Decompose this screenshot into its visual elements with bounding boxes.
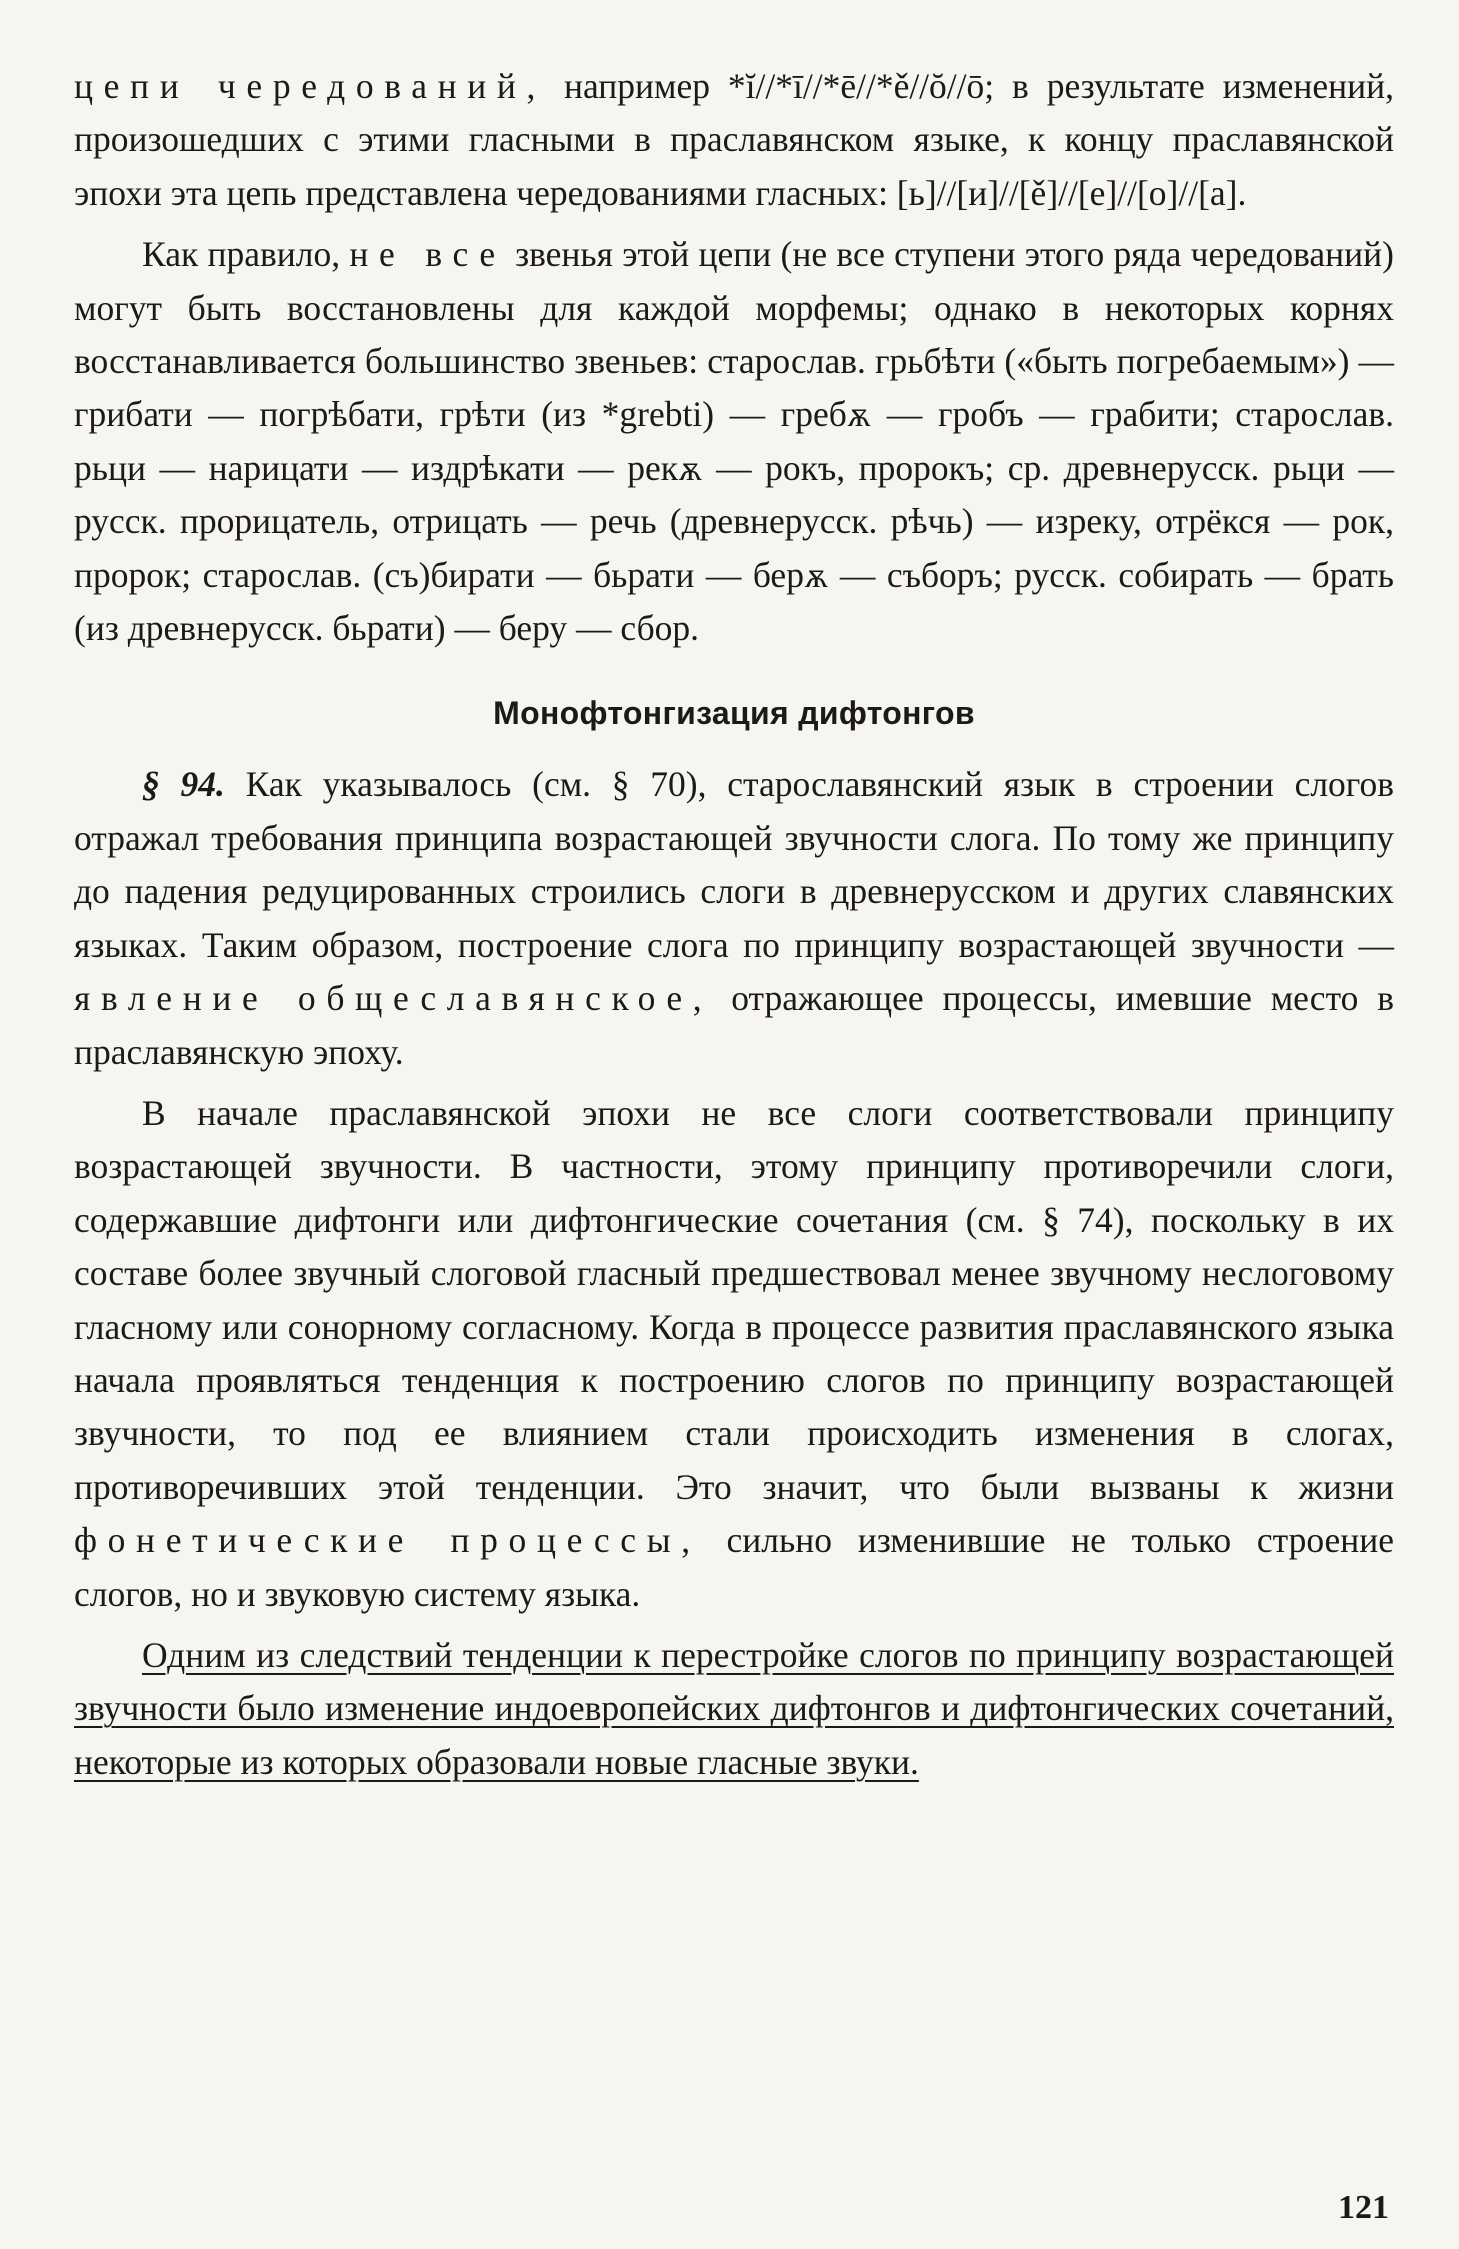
paragraph-text: сильно изменившие не только строение слогов, но и звуковую систему языка.	[74, 1520, 1395, 1614]
book-page	[74, 60, 1394, 2210]
page-number: 121	[1338, 2189, 1389, 2226]
paragraph-section-94	[74, 758, 1394, 1078]
paragraph-alternation-chain	[74, 60, 1394, 220]
paragraph-syllable-principle	[74, 1087, 1394, 1621]
paragraph-text: Как правило,	[142, 234, 350, 275]
section-number: § 94.	[142, 764, 225, 805]
paragraph-text: например *ĭ//*ī//*ē//*ě//ŏ//ō; в результате изменений, произошедших с этими гласными в праславянском языке, к концу праславянской эпохи эта цепь представлена чередованиями гласных: [ь]//[и]//[ě]//[е]//[о]//[а].	[74, 66, 1394, 213]
spaced-emphasis: явление общеславянское,	[74, 978, 713, 1019]
section-heading: Монофтонгизация дифтонгов	[493, 695, 975, 732]
spaced-emphasis: цепи чередований,	[74, 66, 547, 106]
spaced-emphasis: фонетические процессы,	[74, 1520, 701, 1561]
spaced-emphasis: не все	[349, 234, 506, 275]
paragraph-underlined-conclusion: Одним из следствий тенденции к перестройке слогов по принципу возрастающей звучности было изменение индоевропейских дифтонгов и дифтонгических сочетаний, некоторые из которых образовали новые гласные звуки.	[74, 1634, 1394, 1782]
paragraph-text: отражающее процессы, имевшие место в праславянскую эпоху.	[74, 978, 1395, 1072]
paragraph-text: звенья этой цепи (не все ступени этого ряда чередований) могут быть восстановлены для каждой морфемы; однако в некоторых корнях восстанавливается большинство звеньев: старослав. грьбѣти («быть погребаемым») — грибати — погрѣбати, грѣти (из *grebti) — гребѫ — гробъ — грабити; старослав. рьци — нарицати — издрѣкати — рекѫ — рокъ, пророкъ; ср. древнерусск. рьци — русск. прорицатель, отрицать — речь (древнерусск. рѣчь) — изреку, отрёкся — рок, пророк; старослав. (съ)бирати — бьрати — берѫ — съборъ; русск. собирать — брать (из древнерусск. бьрати) — беру — сбор.	[74, 234, 1394, 649]
paragraph-text: В начале праславянской эпохи не все слоги соответствовали принципу возрастающей звучности. В частности, этому принципу противоречили слоги, содержавшие дифтонги или дифтонгические сочетания (см. § 74), поскольку в их составе более звучный слоговой гласный предшествовал менее звучному неслоговому гласному или сонорному согласному. Когда в процессе развития праславянского языка начала проявляться тенденция к построению слогов по принципу возрастающей звучности, то под ее влиянием стали происходить изменения в слогах, противоречивших этой тенденции. Это значит, что были вызваны к жизни	[74, 1092, 1394, 1507]
paragraph-reconstruction-examples	[74, 228, 1394, 655]
paragraph-text: Как указывалось (см. § 70), старославянский язык в строении слогов отражал требования принципа возрастающей звучности слога. По тому же принципу до падения редуцированных строились слоги в древнерусском и других славянских языках. Таким образом, построение слога по принципу возрастающей звучности —	[74, 764, 1394, 965]
